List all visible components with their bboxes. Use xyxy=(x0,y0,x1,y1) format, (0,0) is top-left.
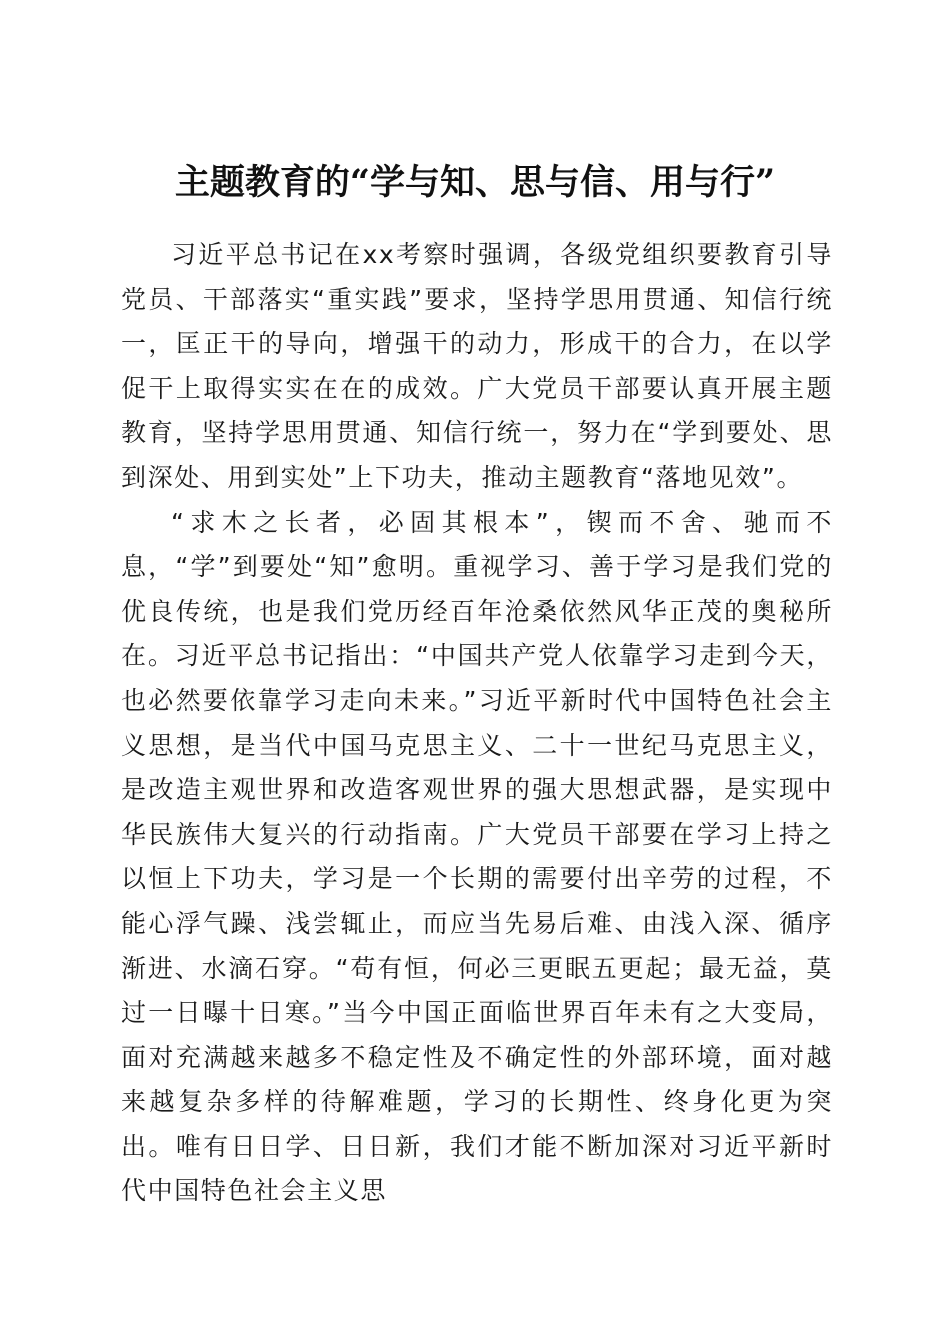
document-title: 主题教育的“学与知、思与信、用与行” xyxy=(174,162,776,204)
paragraph-1: 习近平总书记在xx考察时强调，各级党组织要教育引导党员、干部落实“重实践”要求，坚持学思用贯通、知信行统一，匡正干的导向，增强干的动力，形成干的合力，在以学促干上取得实实在在的成效。广大党员干部要认真开展主题教育，坚持学思用贯通、知信行统一，努力在“学到要处、思到深处、用到实处”上下功夫，推动主题教育“落地见效”。 xyxy=(121,240,833,492)
paragraph-2: “求木之长者，必固其根本”，锲而不舍、驰而不息，“学”到要处“知”愈明。重视学习、善于学习是我们党的优良传统，也是我们党历经百年沧桑依然风华正茂的奥秘所在。习近平总书记指出：“中国共产党人依靠学习走到今天，也必然要依靠学习走向未来。”习近平新时代中国特色社会主义思想，是当代中国马克思主义、二十一世纪马克思主义，是改造主观世界和改造客观世界的强大思想武器，是实现中华民族伟大复兴的行动指南。广大党员干部要在学习上持之以恒上下功夫，学习是一个长期的需要付出辛劳的过程，不能心浮气躁、浅尝辄止，而应当先易后难、由浅入深、循序渐进、水滴石穿。“苟有恒，何必三更眠五更起；最无益，莫过一日曝十日寒。”当今中国正面临世界百年未有之大变局，面对充满越来越多不稳定性及不确定性的外部环境，面对越来越复杂多样的待解难题，学习的长期性、终身化更为突出。唯有日日学、日日新，我们才能不断加深对习近平新时代中国特色社会主义思 xyxy=(121,507,833,1206)
document-body xyxy=(121,233,833,1214)
